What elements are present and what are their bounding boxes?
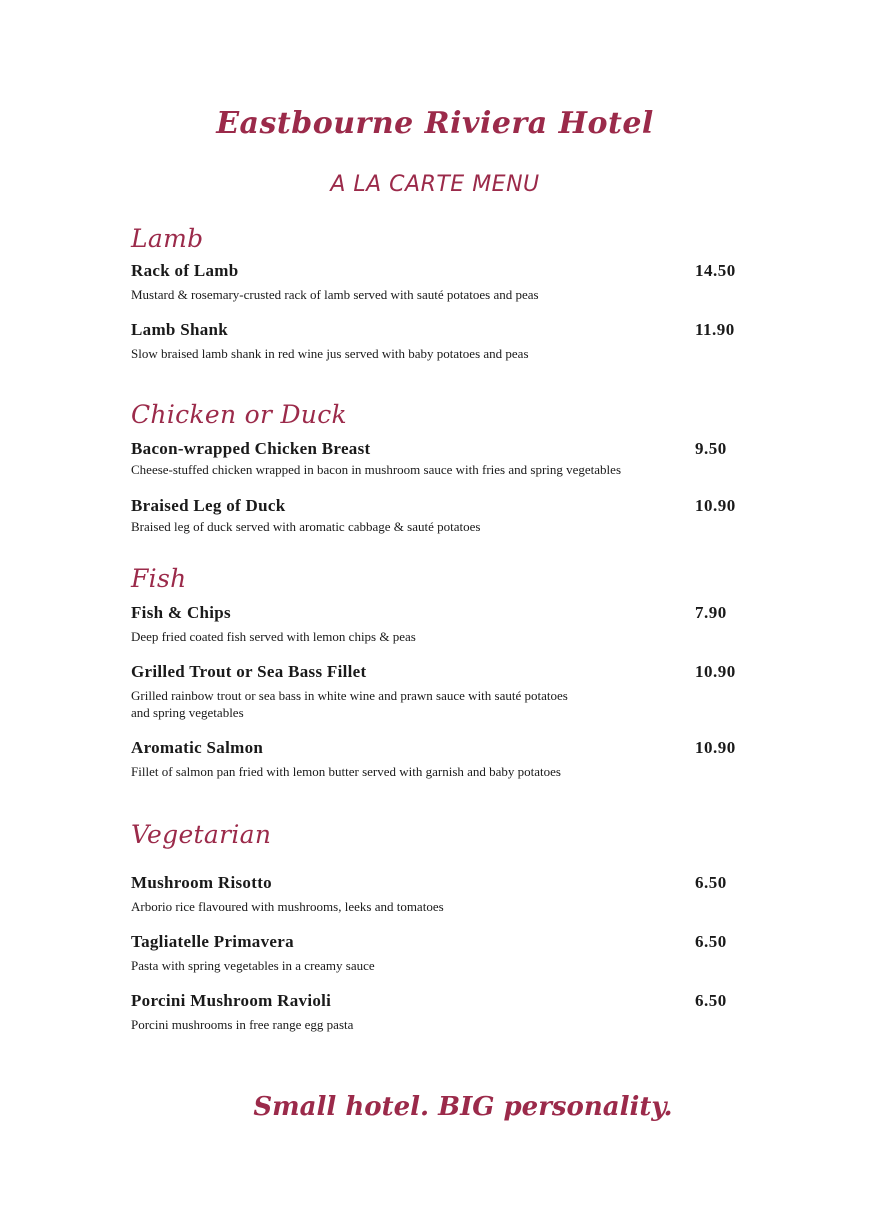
item-description: Braised leg of duck served with aromatic cabbage & sauté potatoes bbox=[131, 519, 481, 534]
item-name: Aromatic Salmon bbox=[131, 738, 264, 757]
tagline: Small hotel. BIG personality. bbox=[253, 1092, 673, 1122]
item-description: Slow braised lamb shank in red wine jus served with baby potatoes and peas bbox=[131, 346, 529, 361]
item-price: 10.90 bbox=[695, 496, 736, 515]
item-description: Grilled rainbow trout or sea bass in white wine and prawn sauce with sauté potatoes bbox=[131, 688, 568, 703]
item-description: Fillet of salmon pan fried with lemon butter served with garnish and baby potatoes bbox=[131, 764, 561, 779]
item-price: 10.90 bbox=[695, 738, 736, 757]
item-price: 7.90 bbox=[695, 603, 727, 622]
hotel-name: Eastbourne Riviera Hotel bbox=[216, 106, 654, 141]
item-price: 6.50 bbox=[695, 932, 727, 951]
item-name: Porcini Mushroom Ravioli bbox=[131, 991, 332, 1010]
item-price: 14.50 bbox=[695, 261, 736, 280]
item-price: 9.50 bbox=[695, 439, 727, 458]
section-title-lamb: Lamb bbox=[131, 224, 204, 253]
item-name: Grilled Trout or Sea Bass Fillet bbox=[131, 662, 367, 681]
item-name: Lamb Shank bbox=[131, 320, 229, 339]
item-name: Rack of Lamb bbox=[131, 261, 239, 280]
item-price: 6.50 bbox=[695, 991, 727, 1010]
item-description: Porcini mushrooms in free range egg pasta bbox=[131, 1017, 354, 1032]
menu-title: A LA CARTE MENU bbox=[330, 172, 540, 197]
item-description: Pasta with spring vegetables in a creamy sauce bbox=[131, 958, 375, 973]
item-name: Braised Leg of Duck bbox=[131, 496, 286, 515]
item-description: Cheese-stuffed chicken wrapped in bacon in mushroom sauce with fries and spring vegetables bbox=[131, 462, 622, 477]
item-description: Arborio rice flavoured with mushrooms, leeks and tomatoes bbox=[131, 899, 444, 914]
section-title-fish: Fish bbox=[131, 564, 187, 593]
item-name: Mushroom Risotto bbox=[131, 873, 272, 892]
item-name: Fish & Chips bbox=[131, 603, 231, 622]
section-title-vegetarian: Vegetarian bbox=[131, 820, 272, 849]
item-price: 6.50 bbox=[695, 873, 727, 892]
item-price: 10.90 bbox=[695, 662, 736, 681]
item-name: Bacon-wrapped Chicken Breast bbox=[131, 439, 371, 458]
item-description-continued: and spring vegetables bbox=[131, 705, 244, 720]
item-price: 11.90 bbox=[695, 320, 735, 339]
item-description: Deep fried coated fish served with lemon chips & peas bbox=[131, 629, 416, 644]
item-description: Mustard & rosemary-crusted rack of lamb served with sauté potatoes and peas bbox=[131, 287, 539, 302]
item-name: Tagliatelle Primavera bbox=[131, 932, 294, 951]
section-title-chicken-or-duck: Chicken or Duck bbox=[131, 400, 347, 429]
